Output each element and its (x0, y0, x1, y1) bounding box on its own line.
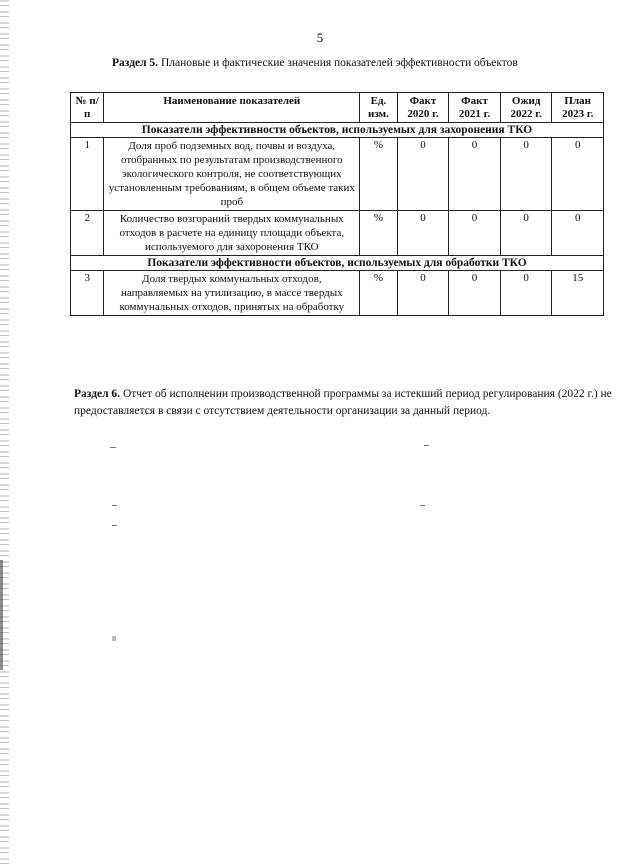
section5-heading (112, 57, 518, 69)
scan-speck (110, 447, 116, 448)
row1-fact2021: 0 (449, 138, 501, 211)
group-row-processing (71, 256, 604, 271)
scan-speck (424, 445, 429, 446)
table-row (71, 211, 604, 256)
row3-name: Доля твердых коммунальных отходов, направляемых на утилизацию, в массе твердых коммунальных отходов, принятых на обработку (104, 271, 360, 316)
row2-num: 2 (71, 211, 104, 256)
row1-exp2022: 0 (500, 138, 552, 211)
row2-name: Количество возгораний твердых коммунальных отходов в расчете на единицу площади объекта, используемого для захоронения ТКО (104, 211, 360, 256)
row3-exp2022: 0 (500, 271, 552, 316)
section5-label: Раздел 5. (112, 57, 159, 69)
header-exp2022: Ожид 2022 г. (500, 93, 552, 123)
row3-num: 3 (71, 271, 104, 316)
row1-fact2020: 0 (397, 138, 449, 211)
group-row-landfill (71, 123, 604, 138)
row3-fact2021: 0 (449, 271, 501, 316)
scan-speck (112, 505, 117, 506)
scan-speck (112, 636, 116, 641)
scan-edge-mark (0, 560, 3, 670)
row1-plan2023: 0 (552, 138, 604, 211)
table-row (71, 271, 604, 316)
group-processing-title: Показатели эффективности объектов, используемых для обработки ТКО (71, 256, 604, 271)
header-fact2020: Факт 2020 г. (397, 93, 449, 123)
header-plan2023: План 2023 г. (552, 93, 604, 123)
scan-speck (112, 525, 117, 526)
row3-plan2023: 15 (552, 271, 604, 316)
header-unit: Ед. изм. (360, 93, 397, 123)
scan-edge-left (0, 0, 9, 864)
table-header-row (71, 93, 604, 123)
header-fact2021: Факт 2021 г. (449, 93, 501, 123)
group-landfill-title: Показатели эффективности объектов, используемых для захоронения ТКО (71, 123, 604, 138)
row2-fact2021: 0 (449, 211, 501, 256)
row3-fact2020: 0 (397, 271, 449, 316)
row3-unit: % (360, 271, 397, 316)
scan-speck (420, 505, 425, 506)
section6-label: Раздел 6. (74, 388, 121, 400)
row1-num: 1 (71, 138, 104, 211)
header-name: Наименование показателей (104, 93, 360, 123)
page-number: 5 (316, 30, 324, 45)
row1-unit: % (360, 138, 397, 211)
performance-table (70, 92, 604, 316)
header-num: № п/п (71, 93, 104, 123)
section6-text: Отчет об исполнении производственной программы за истекший период регулирования (2022 г.) не предоставляется в связи с отсутствием деятельности организации за данный период. (74, 388, 612, 417)
row2-exp2022: 0 (500, 211, 552, 256)
row1-name: Доля проб подземных вод, почвы и воздуха, отобранных по результатам производственного экологического контроля, не соответствующих установленным требованиям, в общем объеме таких проб (104, 138, 360, 211)
row2-fact2020: 0 (397, 211, 449, 256)
section6-paragraph (74, 386, 614, 420)
table-row (71, 138, 604, 211)
row2-plan2023: 0 (552, 211, 604, 256)
row2-unit: % (360, 211, 397, 256)
section5-title: Плановые и фактические значения показателей эффективности объектов (160, 57, 518, 69)
